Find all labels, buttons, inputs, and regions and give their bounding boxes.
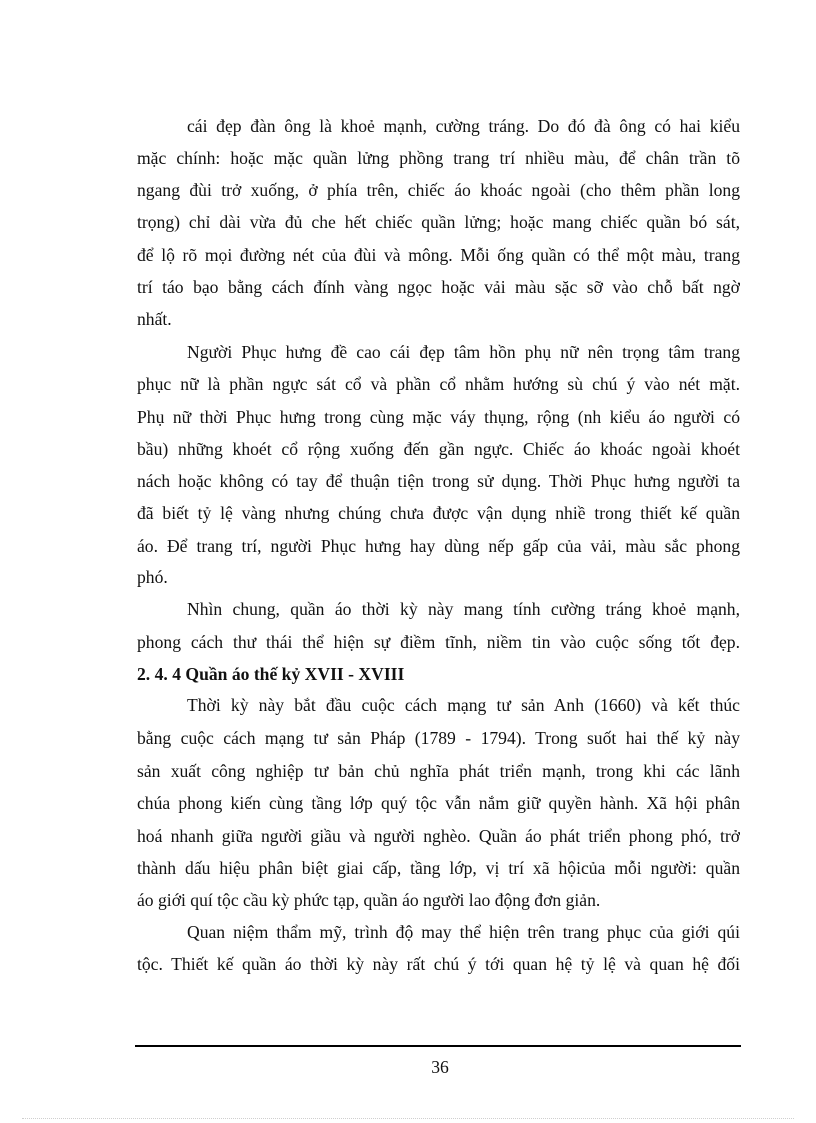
- text-line: phong cách thư thái thể hiện sự điềm tĩnh, niềm tin vào cuộc sống tốt đẹp.: [137, 632, 740, 652]
- text-line: mặc chính: hoặc mặc quần lửng phồng trang trí nhiều màu, để chân trần tõ: [137, 148, 740, 168]
- text-line: Người Phục hưng đề cao cái đẹp tâm hồn phụ nữ nên trọng tâm trang: [187, 342, 740, 362]
- text-line: phó.: [137, 567, 168, 587]
- text-line: cái đẹp đàn ông là khoẻ mạnh, cường tráng. Do đó đà ông có hai kiểu: [187, 116, 740, 136]
- text-line: sản xuất công nghiệp tư bản chủ nghĩa phát triển mạnh, trong khi các lãnh: [137, 761, 740, 781]
- text-line: bầu) những khoét cổ rộng xuống đến gần ngực. Chiếc áo khoác ngoài khoét: [137, 439, 740, 459]
- text-line: Nhìn chung, quần áo thời kỳ này mang tính cường tráng khoẻ mạnh,: [187, 599, 740, 619]
- text-line: nách hoặc không có tay để thuận tiện trong sử dụng. Thời Phục hưng người ta: [137, 471, 740, 491]
- text-line: trí táo bạo bằng cách đính vàng ngọc hoặc vải màu sặc sỡ vào chỗ bất ngờ: [137, 277, 740, 297]
- text-line: Phụ nữ thời Phục hưng trong cùng mặc váy thụng, rộng (nh kiểu áo người có: [137, 407, 740, 427]
- section-heading: 2. 4. 4 Quần áo thế kỷ XVII - XVIII: [137, 664, 405, 684]
- text-line: nhất.: [137, 309, 172, 329]
- text-line: áo. Để trang trí, người Phục hưng hay dùng nếp gấp của vải, màu sắc phong: [137, 536, 740, 556]
- text-line: ngang đùi trở xuống, ở phía trên, chiếc áo khoác ngoài (cho thêm phần long: [137, 180, 740, 200]
- text-line: hoá nhanh giữa người giầu và người nghèo. Quần áo phát triển phong phó, trở: [137, 826, 740, 846]
- page-edge-divider: [22, 1118, 794, 1119]
- page-number: 36: [431, 1057, 449, 1077]
- text-line: chúa phong kiến cùng tầng lớp quý tộc vẫn nắm giữ quyền hành. Xã hội phân: [137, 793, 740, 813]
- text-line: Quan niệm thẩm mỹ, trình độ may thể hiện trên trang phục của giới qúi: [187, 922, 740, 942]
- text-line: áo giới quí tộc cầu kỳ phức tạp, quần áo người lao động đơn giản.: [137, 890, 601, 910]
- text-line: bằng cuộc cách mạng tư sản Pháp (1789 - 1794). Trong suốt hai thế kỷ này: [137, 728, 740, 748]
- text-line: để lộ rõ mọi đường nét của đùi và mông. Mỗi ống quần có thể một màu, trang: [137, 245, 740, 265]
- footer-rule: [135, 1045, 741, 1047]
- text-line: phục nữ là phần ngực sát cổ và phần cổ nhằm hướng sù chú ý vào nét mặt.: [137, 374, 740, 394]
- text-line: tộc. Thiết kế quần áo thời kỳ này rất chú ý tới quan hệ tỷ lệ và quan hệ đối: [137, 954, 740, 974]
- text-line: đã biết tỷ lệ vàng nhưng chúng chưa được vận dụng nhiề trong thiết kế quần: [137, 503, 740, 523]
- text-line: trọng) chỉ dài vừa đủ che hết chiếc quần lửng; hoặc mang chiếc quần bó sát,: [137, 212, 740, 232]
- text-line: Thời kỳ này bắt đầu cuộc cách mạng tư sản Anh (1660) và kết thúc: [187, 695, 740, 715]
- text-line: thành dấu hiệu phân biệt giai cấp, tầng lớp, vị trí xã hộicủa mỗi người: quần: [137, 858, 740, 878]
